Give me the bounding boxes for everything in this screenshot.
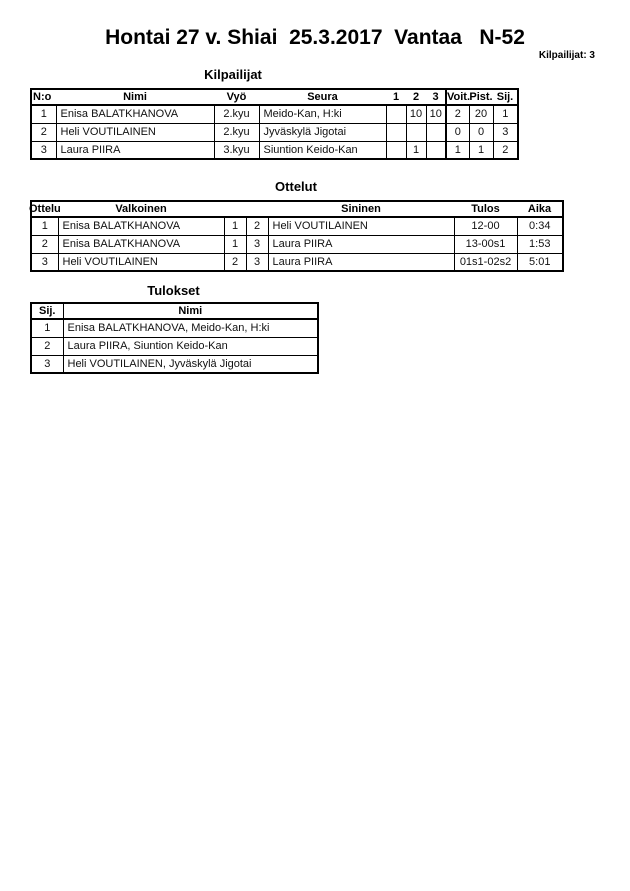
cell-match-no: 2 bbox=[31, 235, 58, 253]
cell-vyo: 2.kyu bbox=[214, 105, 259, 123]
cell-round2 bbox=[406, 123, 426, 141]
cell-pist: 1 bbox=[469, 141, 493, 159]
col-sij: Sij. bbox=[493, 89, 518, 105]
cell-white-name: Enisa BALATKHANOVA bbox=[58, 235, 224, 253]
cell-tulos: 13-00s1 bbox=[454, 235, 517, 253]
col-nimi: Nimi bbox=[56, 89, 214, 105]
competitors-table bbox=[30, 88, 519, 160]
cell-white-name: Heli VOUTILAINEN bbox=[58, 253, 224, 271]
col-vyo: Vyö bbox=[214, 89, 259, 105]
cell-nimi: Enisa BALATKHANOVA bbox=[56, 105, 214, 123]
cell-tulos: 12-00 bbox=[454, 217, 517, 235]
cell-aika: 1:53 bbox=[517, 235, 563, 253]
col-round2: 2 bbox=[406, 89, 426, 105]
cell-blue-name: Laura PIIRA bbox=[268, 235, 454, 253]
result-row bbox=[31, 337, 318, 355]
cell-vyo: 2.kyu bbox=[214, 123, 259, 141]
cell-vyo: 3.kyu bbox=[214, 141, 259, 159]
cell-round3: 10 bbox=[426, 105, 446, 123]
col-fighter-numbers bbox=[224, 201, 268, 217]
cell-round3 bbox=[426, 123, 446, 141]
match-row bbox=[31, 235, 563, 253]
col-no: N:o bbox=[31, 89, 56, 105]
cell-blue-num: 3 bbox=[246, 253, 268, 271]
matches-table bbox=[30, 200, 564, 272]
cell-voit: 2 bbox=[446, 105, 469, 123]
page-title: Hontai 27 v. Shiai 25.3.2017 Vantaa N-52 bbox=[105, 26, 525, 49]
match-row bbox=[31, 253, 563, 271]
col-nimi: Nimi bbox=[63, 303, 318, 319]
cell-match-no: 3 bbox=[31, 253, 58, 271]
cell-sij: 3 bbox=[31, 355, 63, 373]
cell-round2: 10 bbox=[406, 105, 426, 123]
col-round1: 1 bbox=[386, 89, 406, 105]
matches-heading: Ottelut bbox=[275, 179, 317, 194]
match-row bbox=[31, 217, 563, 235]
cell-white-num: 2 bbox=[224, 253, 246, 271]
result-row bbox=[31, 319, 318, 337]
col-sij: Sij. bbox=[31, 303, 63, 319]
col-voit: Voit. bbox=[447, 91, 471, 103]
cell-voit: 0 bbox=[446, 123, 469, 141]
cell-blue-num: 2 bbox=[246, 217, 268, 235]
cell-nimi: Heli VOUTILAINEN, Jyväskylä Jigotai bbox=[63, 355, 318, 373]
cell-match-no: 1 bbox=[31, 217, 58, 235]
competitors-heading: Kilpailijat bbox=[204, 67, 262, 82]
col-pist: Pist. bbox=[469, 91, 493, 103]
competitor-row bbox=[31, 141, 518, 159]
cell-sij: 3 bbox=[493, 123, 518, 141]
cell-blue-num: 3 bbox=[246, 235, 268, 253]
competitor-row bbox=[31, 105, 518, 123]
cell-sij: 2 bbox=[31, 337, 63, 355]
cell-white-num: 1 bbox=[224, 235, 246, 253]
cell-round2: 1 bbox=[406, 141, 426, 159]
cell-tulos: 01s1-02s2 bbox=[454, 253, 517, 271]
cell-voit: 1 bbox=[446, 141, 469, 159]
results-header-row bbox=[31, 303, 318, 319]
cell-sij: 1 bbox=[493, 105, 518, 123]
cell-round1 bbox=[386, 105, 406, 123]
col-round3: 3 bbox=[426, 89, 446, 105]
cell-round1 bbox=[386, 141, 406, 159]
cell-seura: Jyväskylä Jigotai bbox=[259, 123, 386, 141]
cell-round1 bbox=[386, 123, 406, 141]
cell-aika: 0:34 bbox=[517, 217, 563, 235]
cell-nimi: Enisa BALATKHANOVA, Meido-Kan, H:ki bbox=[63, 319, 318, 337]
cell-no: 1 bbox=[31, 105, 56, 123]
col-sininen: Sininen bbox=[268, 201, 454, 217]
cell-blue-name: Laura PIIRA bbox=[268, 253, 454, 271]
cell-seura: Meido-Kan, H:ki bbox=[259, 105, 386, 123]
col-tulos: Tulos bbox=[454, 201, 517, 217]
cell-sij: 2 bbox=[493, 141, 518, 159]
competitors-header-row bbox=[31, 89, 518, 105]
col-aika: Aika bbox=[517, 201, 563, 217]
matches-header-row bbox=[31, 201, 563, 217]
competitor-count-label: Kilpailijat: 3 bbox=[538, 50, 595, 61]
cell-nimi: Heli VOUTILAINEN bbox=[56, 123, 214, 141]
results-heading: Tulokset bbox=[147, 283, 200, 298]
cell-blue-name: Heli VOUTILAINEN bbox=[268, 217, 454, 235]
cell-aika: 5:01 bbox=[517, 253, 563, 271]
cell-no: 2 bbox=[31, 123, 56, 141]
cell-white-num: 1 bbox=[224, 217, 246, 235]
results-table bbox=[30, 302, 319, 374]
cell-sij: 1 bbox=[31, 319, 63, 337]
competitor-row bbox=[31, 123, 518, 141]
cell-pist: 20 bbox=[469, 105, 493, 123]
cell-white-name: Enisa BALATKHANOVA bbox=[58, 217, 224, 235]
cell-no: 3 bbox=[31, 141, 56, 159]
col-valkoinen: Valkoinen bbox=[58, 201, 224, 217]
cell-pist: 0 bbox=[469, 123, 493, 141]
cell-round3 bbox=[426, 141, 446, 159]
result-row bbox=[31, 355, 318, 373]
col-seura: Seura bbox=[259, 89, 386, 105]
cell-nimi: Laura PIIRA, Siuntion Keido-Kan bbox=[63, 337, 318, 355]
cell-nimi: Laura PIIRA bbox=[56, 141, 214, 159]
cell-seura: Siuntion Keido-Kan bbox=[259, 141, 386, 159]
col-ottelu: Ottelu bbox=[29, 203, 61, 215]
